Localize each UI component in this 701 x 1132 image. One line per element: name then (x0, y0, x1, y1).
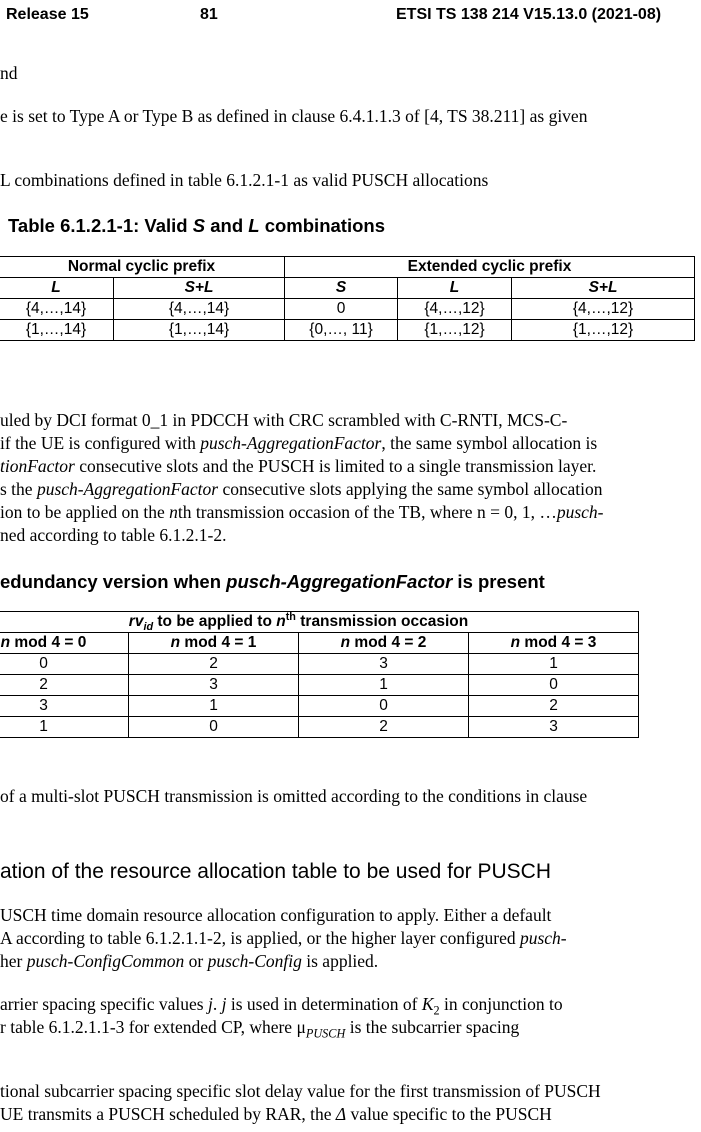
table-row (0, 612, 639, 633)
header-release: Release 15 (6, 6, 89, 23)
table-row (0, 257, 695, 278)
table-cell: {4,…,12} (398, 299, 512, 320)
table-row (0, 278, 695, 299)
section-heading: ation of the resource allocation table to be used for PUSCH (0, 860, 551, 883)
var-k2: K (421, 994, 434, 1014)
para2-param: pusch- (556, 502, 604, 522)
para5-line-2 (0, 1016, 520, 1041)
table-cell: 1 (469, 654, 639, 675)
header-extended-cp: Extended cyclic prefix (285, 257, 695, 278)
para4-text: A according to table 6.1.2.1.1-2, is applied, or the higher layer configured (0, 928, 520, 948)
table-valid-s-l-combinations (0, 256, 695, 341)
header-page-number: 81 (200, 6, 218, 23)
col-header-sl-ext: S+L (512, 278, 695, 299)
para6-line-1: tional subcarrier spacing specific slot delay value for the first transmission of PUSCH (0, 1081, 601, 1101)
table-cell: 0 (129, 717, 299, 738)
n-symbol: n (0, 634, 11, 651)
para4-param: pusch-ConfigCommon (26, 951, 185, 971)
table-cell: 2 (129, 654, 299, 675)
table-cell: 0 (285, 299, 398, 320)
header-rv-occasion (0, 612, 639, 633)
table-cell: 1 (299, 675, 469, 696)
para2-text: if the UE is configured with (0, 433, 201, 453)
col-header-l-ext: L (398, 278, 512, 299)
table-cell: 2 (0, 675, 129, 696)
header-normal-cp: Normal cyclic prefix (0, 257, 285, 278)
para4-param: pusch- (519, 928, 567, 948)
table-cell: {1,…,14} (0, 320, 114, 341)
mu-pusch-subscript: PUSCH (305, 1026, 346, 1041)
header-text: mod 4 = 1 (180, 634, 257, 651)
para5-text: arrier spacing specific values (0, 994, 208, 1014)
para2-line-2 (0, 432, 597, 454)
header-text: transmission occasion (295, 613, 469, 630)
table-cell: 3 (299, 654, 469, 675)
var-k2-subscript: 2 (433, 1003, 440, 1018)
table-row (0, 633, 639, 654)
n-symbol: n (170, 634, 181, 651)
para6-text: UE transmits a PUSCH scheduled by RAR, the (0, 1104, 336, 1124)
para2-text: , the same symbol allocation is (381, 433, 598, 453)
table-row (0, 320, 695, 341)
table-cell: 3 (129, 675, 299, 696)
para2-text: ion to be applied on the (0, 502, 170, 522)
table-cell: {0,…, 11} (285, 320, 398, 341)
table-cell: {1,…,14} (114, 320, 285, 341)
para2-line-3 (0, 455, 596, 477)
table-cell: 2 (299, 717, 469, 738)
table-2-title (0, 571, 545, 593)
table-cell: 0 (0, 654, 129, 675)
table-2-title-prefix: edundancy version when (0, 571, 227, 592)
table-cell: 3 (0, 696, 129, 717)
table-row (0, 717, 639, 738)
para6-line-2 (0, 1103, 552, 1125)
para4-line-1: USCH time domain resource allocation configuration to apply. Either a default (0, 905, 552, 925)
para2-line-4 (0, 478, 603, 500)
col-header-s: S (285, 278, 398, 299)
table-cell: {4,…,12} (512, 299, 695, 320)
col-header-l: L (0, 278, 114, 299)
header-spec-id: ETSI TS 138 214 V15.13.0 (2021-08) (396, 6, 662, 23)
col-header-mod-3 (469, 633, 639, 654)
table-row (0, 675, 639, 696)
para4-text: is applied. (301, 951, 379, 971)
table-cell: {4,…,14} (114, 299, 285, 320)
para4-text: her (0, 951, 27, 971)
col-header-mod-0 (0, 633, 129, 654)
para5-text: is the subcarrier spacing (345, 1017, 520, 1037)
table-1-title (8, 215, 385, 237)
n-symbol: n (510, 634, 521, 651)
table-cell: 1 (0, 717, 129, 738)
header-text: to be applied to (153, 613, 277, 630)
n-symbol: n (276, 613, 286, 630)
header-text: mod 4 = 3 (520, 634, 597, 651)
para2-param: tionFactor (0, 456, 75, 476)
header-text: mod 4 = 2 (350, 634, 427, 651)
table-cell: 0 (299, 696, 469, 717)
table-cell: 0 (469, 675, 639, 696)
para4-param: pusch-Config (207, 951, 302, 971)
para2-var-n: n (169, 502, 178, 522)
para4-line-3 (0, 950, 378, 972)
para3-line-1: of a multi-slot PUSCH transmission is omitted according to the conditions in clause (0, 786, 588, 806)
table-1-title-suffix: combinations (259, 215, 385, 236)
table-row (0, 299, 695, 320)
table-1-title-prefix: Table 6.1.2.1-1: Valid (8, 215, 193, 236)
para2-text: th transmission occasion of the TB, where n = 0, 1, … (177, 502, 557, 522)
table-cell: 2 (469, 696, 639, 717)
para5-text: . (212, 994, 222, 1014)
var-j: j (207, 994, 213, 1014)
para5-text: is used in determination of (226, 994, 422, 1014)
para2-text: consecutive slots and the PUSCH is limited to a single transmission layer. (74, 456, 597, 476)
table-cell: {1,…,12} (512, 320, 695, 341)
para5-text: r table 6.1.2.1.1-3 for extended CP, where μ (0, 1017, 306, 1037)
para5-text: in conjunction to (439, 994, 563, 1014)
table-cell: {1,…,12} (398, 320, 512, 341)
para2-param: pusch-AggregationFactor (200, 433, 382, 453)
delta-symbol: Δ (335, 1104, 347, 1124)
para5-line-1 (0, 993, 563, 1018)
para2-param: pusch-AggregationFactor (36, 479, 219, 499)
rv-symbol: rv (128, 613, 144, 630)
table-cell: 1 (129, 696, 299, 717)
col-header-mod-1 (129, 633, 299, 654)
para2-text: s the (0, 479, 37, 499)
var-j: j (221, 994, 227, 1014)
intro-line-2: e is set to Type A or Type B as defined in clause 6.4.1.1.3 of [4, TS 38.211] as given (0, 106, 588, 126)
para4-line-2 (0, 927, 567, 949)
th-superscript: th (285, 611, 296, 623)
para2-line-5 (0, 501, 603, 523)
col-header-sl: S+L (114, 278, 285, 299)
table-2-title-param: pusch-AggregationFactor (226, 571, 453, 592)
para4-text: or (184, 951, 208, 971)
table-1-title-s: S (192, 215, 206, 236)
table-1-title-and: and (205, 215, 249, 236)
table-redundancy-version (0, 611, 639, 738)
para2-line-6: ned according to table 6.1.2.1-2. (0, 525, 227, 545)
rv-subscript: id (143, 621, 154, 633)
col-header-mod-2 (299, 633, 469, 654)
table-2-title-suffix: is present (452, 571, 545, 592)
intro-line-3: L combinations defined in table 6.1.2.1-1 as valid PUSCH allocations (0, 170, 489, 190)
table-cell: {4,…,14} (0, 299, 114, 320)
n-symbol: n (340, 634, 351, 651)
header-text: mod 4 = 0 (10, 634, 87, 651)
para2-line-1: uled by DCI format 0_1 in PDCCH with CRC scrambled with C-RNTI, MCS-C- (0, 410, 568, 430)
table-row (0, 654, 639, 675)
table-cell: 3 (469, 717, 639, 738)
para2-text: consecutive slots applying the same symbol allocation (218, 479, 603, 499)
para6-text: value specific to the PUSCH (346, 1104, 552, 1124)
intro-line-1: nd (0, 63, 18, 83)
table-row (0, 696, 639, 717)
table-1-title-l: L (248, 215, 260, 236)
